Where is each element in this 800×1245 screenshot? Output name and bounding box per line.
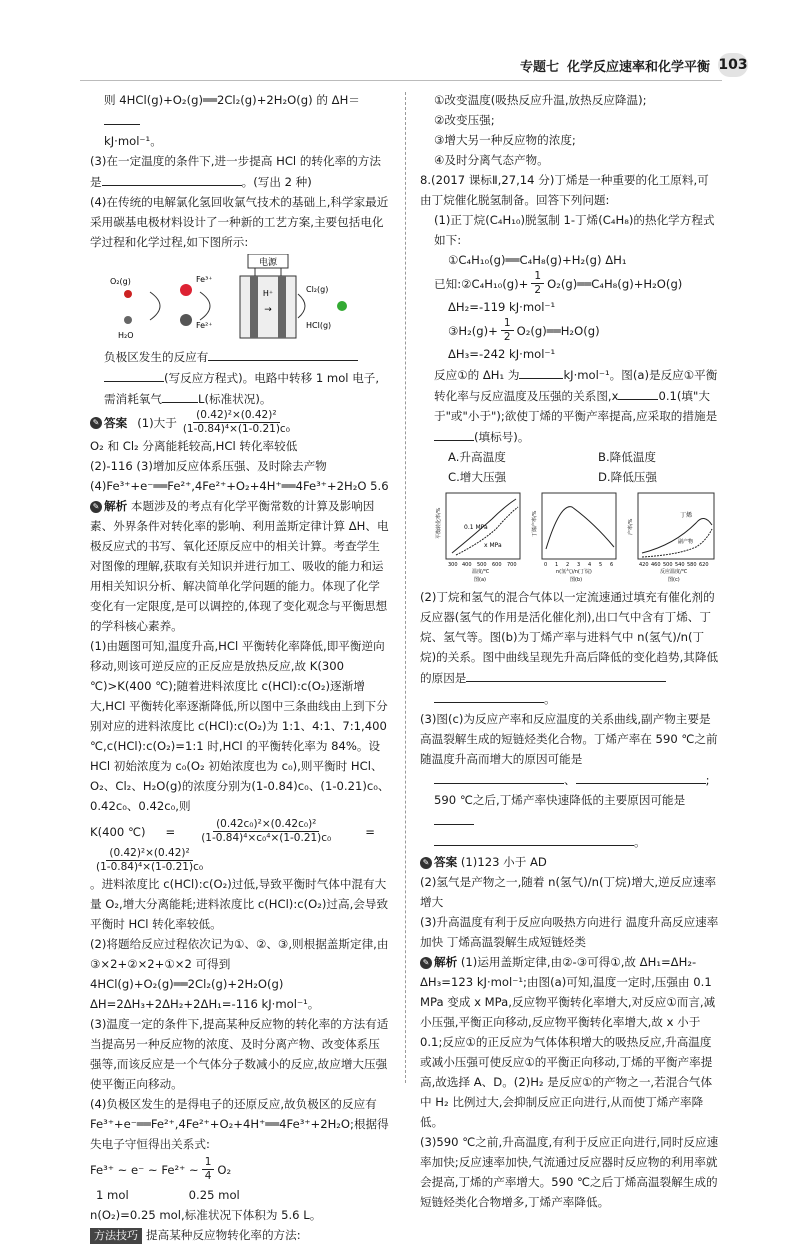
- chart-a: [435, 493, 520, 583]
- svg-text:540: 540: [675, 562, 685, 568]
- chart-a-xlabel: 温度/℃: [472, 569, 490, 575]
- svg-text:2: 2: [566, 562, 570, 568]
- svg-text:500: 500: [477, 562, 487, 568]
- analysis-icon: ✎: [90, 501, 102, 513]
- chart-c-xlabel: 反应温度/℃: [660, 569, 688, 575]
- fe2-label: Fe²⁺: [196, 321, 213, 330]
- chart-b-xlabel: n(氢气)/n(丁烷): [556, 569, 592, 575]
- question-8-3: (3)图(c)为反应产率和反应温度的关系曲线,副产物主要是高温裂解生成的短链烃类化合物。丁烯产率在 590 ℃之前随温度升高而增大的原因可能是: [420, 712, 718, 766]
- chart-c-legend-1: 丁烯: [680, 512, 693, 519]
- answer-tag: ✎ 答案: [90, 413, 127, 433]
- svg-text:→: →: [264, 305, 272, 315]
- answer-line: (3)升高温度有利于反应向吸热方向进行 温度升高反应速率加快 丁烯高温裂解生成短链烃类: [420, 915, 719, 949]
- chart-b-ylabel: 丁烯产率/%: [532, 510, 538, 537]
- svg-text:500: 500: [663, 562, 673, 568]
- answer-line: (2)-116 (3)增加反应体系压强、及时除去产物: [90, 459, 327, 473]
- analysis-para: ✎ 解析 (1)运用盖斯定律,由②-③可得①,故 ΔH₁=ΔH₂-ΔH₃=123 kJ·mol⁻¹;由图(a)可知,温度一定时,压强由 0.1 MPa 变成 x MPa,反应物平衡转化率增大,对反应①而言,减小压强,平衡正向移动,反应物平衡转化率增大,故 x 小于 0.1;反应①的正反应为气体体积增大的吸热反应,升高温度或减小压强可使反应①的平衡正向移动,丁烯的平衡产率提高,故选择 A、D。(2)H₂ 是反应①的产物之一,若混合气体中 H₂ 比例过大,会抑制反应正向进行,从而使丁烯产率降低。: [420, 955, 716, 1129]
- svg-text:460: 460: [651, 562, 661, 568]
- equation-1: ①C₄H₁₀(g)══C₄H₈(g)+H₂(g) ΔH₁: [448, 253, 627, 267]
- chart-b: [531, 493, 616, 583]
- skill-tag: 方法技巧: [90, 1228, 142, 1244]
- svg-text:4: 4: [588, 562, 592, 568]
- question-8-2: (2)丁烷和氢气的混合气体以一定流速通过填充有催化剂的反应器(氢气的作用是活化催化剂),出口气中含有丁烯、丁烷、氢气等。图(b)为丁烯产率与进料气中 n(氢气)/n(丁烷)的关系。图中曲线呈现先升高后降低的变化趋势,其降低的原因是: [420, 590, 719, 685]
- question-4: (4)在传统的电解氯化氢回收氯气技术的基础上,科学家最近采用碳基电极材料设计了一种新的工艺方案,主要包括电化学过程和化学过程,如下图所示:: [90, 195, 389, 249]
- h2o-label: H₂O: [118, 331, 134, 340]
- power-label: 电源: [258, 258, 278, 268]
- dh3-line: ΔH₃=-242 kJ·mol⁻¹: [448, 347, 556, 361]
- answer-fraction: $\frac{\text{(0.42)²×(0.42)²}}{\text{(1-0.84)⁴×(1-0.21)c₀}}$: [182, 409, 290, 435]
- left-column: [90, 90, 390, 1245]
- analysis-para: n(O₂)=0.25 mol,标准状况下体积为 5.6 L。: [90, 1208, 322, 1222]
- chart-a-caption: 图(a): [474, 577, 486, 583]
- answer-line: ✎ 答案 (1)123 小于 AD: [420, 852, 720, 872]
- chart-b-caption: 图(b): [570, 577, 583, 583]
- answer-line-1: ✎ 答案 (1)大于 $\frac{\text{(0.42)²×(0.42)²}}{\text{(1-0.84)⁴×(1-0.21)c₀}}$: [90, 409, 390, 436]
- method-item: ②改变压强;: [434, 113, 495, 127]
- method-item: ③增大另一种反应物的浓度;: [434, 133, 576, 147]
- answer-icon: ✎: [420, 857, 432, 869]
- svg-text:420: 420: [639, 562, 649, 568]
- question-8-3-c: 。: [420, 831, 720, 852]
- o2-label: O₂(g): [110, 277, 131, 286]
- svg-text:3: 3: [577, 562, 581, 568]
- hcl-label: HCl(g): [306, 321, 332, 330]
- method-item: ①改变温度(吸热反应升温,放热反应降温);: [434, 93, 647, 107]
- svg-text:600: 600: [492, 562, 502, 568]
- electrolysis-figure: [90, 254, 390, 344]
- charts-svg: [434, 489, 720, 585]
- analysis-para: (3)温度一定的条件下,提高某种反应物的转化率的方法有适当提高另一种反应物的浓度、及时分离产物、改变体系压强等,而该反应是一个气体分子数减小的反应,故应增大压强使平衡正向移动。: [90, 1017, 389, 1091]
- answer-line: (4)Fe³⁺+e⁻══Fe²⁺,4Fe²⁺+O₂+4H⁺══4Fe³⁺+2H₂O 5.6: [90, 479, 389, 493]
- chart-c-ylabel: 产率/%: [628, 518, 634, 535]
- analysis-para: (1)由题图可知,温度升高,HCl 平衡转化率降低,即平衡逆向移动,则该可逆反应的正反应是放热反应,故 K(300 ℃)>K(400 ℃);随着进料浓度比 c(HCl):c(O₂)逐渐增大,HCl 平衡转化率逐渐降低,所以图中三条曲线由上到下分别对应的进料浓度比 c(HCl):c(O₂)为 1:1、4:1、7:1,400 ℃,c(HCl):c(O₂)=1:1 时,HCl 的平衡转化率为 84%。设 HCl 初始浓度为 c₀(O₂ 初始浓度也为 c₀),则平衡时 HCl、O₂、Cl₂、H₂O(g)的浓度分别为(1-0.84)c₀、(1-0.21)c₀、0.42c₀、0.42c₀,则: [90, 639, 390, 813]
- options-grid: [420, 447, 720, 487]
- analysis-tag: ✎ 解析: [90, 499, 127, 513]
- question-3: (3)在一定温度的条件下,进一步提高 HCl 的转化率的方法是 。(写出 2 种): [90, 154, 381, 189]
- k-formula-2: [90, 847, 390, 874]
- question-text: 反应①的 ΔH₁ 为 kJ·mol⁻¹。图(a)是反应①平衡转化率与反应温度及压强的关系图,x 0.1(填"大于"或"小于");欲使丁烯的平衡产率提高,应采取的措施是(填标号)。: [420, 364, 720, 447]
- chart-c: [627, 493, 714, 583]
- charts-figure: [434, 489, 720, 585]
- analysis-para: (4)负极区发生的是得电子的还原反应,故负极区的反应有 Fe³⁺+e⁻══Fe²⁺,4Fe²⁺+O₂+4H⁺══4Fe³⁺+2H₂O;根据得失电子守恒得出关系式:: [90, 1097, 389, 1151]
- chart-c-caption: 图(c): [668, 577, 680, 583]
- section-label: 专题七: [519, 59, 559, 75]
- svg-text:300: 300: [448, 562, 458, 568]
- analysis-icon: ✎: [420, 957, 432, 969]
- hplus-label: H⁺: [262, 289, 274, 298]
- chart-a-legend-2: x MPa: [484, 542, 502, 549]
- option-c: C.增大压强: [448, 470, 507, 484]
- analysis-para: 。进料浓度比 c(HCl):c(O₂)过低,导致平衡时气体中混有大量 O₂,增大分离能耗;进料浓度比 c(HCl):c(O₂)过高,会导致平衡时 HCl 转化率较低。: [90, 877, 389, 931]
- analysis-para: (3)590 ℃之前,升高温度,有利于反应正向进行,同时反应速率加快;反应速率加快,气流通过反应器时反应物的利用率就会提高,丁烯的产率增大。590 ℃之后丁烯高温裂解生成的短链烃类化合物增多,丁烯产率降低。: [420, 1135, 719, 1209]
- question-8-3-b: 590 ℃之后,丁烯产率快速降低的主要原因可能是: [420, 790, 720, 831]
- question-8-1: (1)正丁烷(C₄H₁₀)脱氢制 1-丁烯(C₄H₈)的热化学方程式如下:: [434, 213, 715, 247]
- header-rule: [80, 80, 722, 81]
- text-line: (写反应方程式)。电路中转移 1 mol 电子,需消耗氧气 L(标准状况)。: [90, 367, 390, 409]
- chart-c-legend-2: 副产物: [678, 539, 694, 545]
- dh2-line: ΔH₂=-119 kJ·mol⁻¹: [448, 300, 556, 314]
- method-item: ④及时分离气态产物。: [434, 153, 549, 167]
- text-line: kJ·mol⁻¹。: [104, 134, 162, 148]
- relation-amounts: 1 mol 0.25 mol: [96, 1188, 240, 1202]
- text-line: 则 4HCl(g)+O₂(g)══2Cl₂(g)+2H₂O(g) 的 ΔH＝: [90, 90, 390, 131]
- svg-text:400: 400: [462, 562, 472, 568]
- analysis-para: ✎ 解析 本题涉及的考点有化学平衡常数的计算及影响因素、外界条件对转化率的影响、利用盖斯定律计算 ΔH、电极反应式的书写、氧化还原反应中的相关计算。考查学生对图像的理解,获取有关知识并进行加工、吸收的能力和运用相关知识分析、解决简单化学问题的能力。体现了化学变化有一定限度,是可以调控的,体现了变化观念与平衡思想的学科核心素养。: [90, 499, 389, 633]
- chart-a-legend-1: 0.1 MPa: [464, 524, 488, 531]
- page-number: 103: [718, 53, 748, 77]
- svg-text:580: 580: [687, 562, 697, 568]
- svg-text:0: 0: [544, 562, 548, 568]
- question-8: 8.(2017 课标Ⅱ,27,14 分)丁烯是一种重要的化工原料,可由丁烷催化脱氢制备。回答下列问题:: [420, 173, 709, 207]
- svg-text:1: 1: [555, 562, 559, 568]
- svg-text:620: 620: [699, 562, 709, 568]
- k-fraction: $\frac{\text{(0.42c₀)²×(0.42c₀)²}}{\text{(1-0.84)⁴×c₀⁴×(1-0.21)c₀}}$: [201, 818, 332, 844]
- column-divider: [405, 92, 406, 1083]
- page-header: [0, 52, 800, 78]
- electrolysis-diagram: [90, 254, 390, 344]
- answer-line: O₂ 和 Cl₂ 分离能耗较高,HCl 转化率较低: [90, 439, 298, 453]
- half-fraction: $\frac{1}{2}$: [501, 317, 514, 344]
- question-8-3-blanks: 、 ;: [420, 769, 720, 790]
- text-line: 负极区发生的反应有: [90, 346, 390, 367]
- analysis-para: (2)将题给反应过程依次记为①、②、③,则根据盖斯定律,由③×2+②×2+①×2 可得到 4HCl(g)+O₂(g)══2Cl₂(g)+2H₂O(g) ΔH=2ΔH₃+2ΔH₂+2ΔH₁=-116 kJ·mol⁻¹。: [90, 937, 389, 1011]
- quarter-fraction: $\frac{1}{4}$: [202, 1156, 215, 1183]
- svg-text:5: 5: [599, 562, 603, 568]
- option-a: A.升高温度: [448, 450, 506, 464]
- chapter-title: 化学反应速率和化学平衡: [566, 59, 710, 75]
- k2-fraction: $\frac{\text{(0.42)²×(0.42)²}}{\text{(1-0.84)⁴×(1-0.21)c₀}}$: [96, 847, 204, 873]
- option-d: D.降低压强: [598, 470, 657, 484]
- equation-3: ③H₂(g)+ $\frac{1}{2}$ O₂(g)══H₂O(g): [448, 317, 600, 343]
- equation-2: 已知: ②C₄H₁₀(g)+ $\frac{1}{2}$ O₂(g)══C₄H₈(g)+H₂O(g): [434, 270, 683, 296]
- relation-line: Fe³⁺ ~ e⁻ ~ Fe²⁺ ~ $\frac{1}{4}$ O₂: [90, 1156, 232, 1182]
- analysis-tag: ✎ 解析: [420, 955, 457, 969]
- fe3-label: Fe³⁺: [196, 275, 213, 284]
- answer-icon: ✎: [90, 417, 102, 429]
- cl2-label: Cl₂(g): [306, 285, 329, 294]
- k-formula: K(400 ℃) = $\frac{\text{(0.42c₀)²×(0.42c₀)²}}{\text{(1-0.84)⁴×c₀⁴×(1-0.21)c₀}}$ =: [90, 818, 375, 844]
- chart-a-ylabel: 平衡转化率/%: [436, 507, 442, 539]
- question-8-2-end: 。: [420, 688, 720, 709]
- option-b: B.降低温度: [598, 450, 657, 464]
- svg-text:6: 6: [610, 562, 614, 568]
- skill-line: 方法技巧 提高某种反应物转化率的方法:: [90, 1225, 390, 1245]
- answer-tag: ✎ 答案: [420, 855, 457, 869]
- right-column: [420, 90, 720, 1212]
- answer-line: (2)氢气是产物之一,随着 n(氢气)/n(丁烷)增大,逆反应速率增大: [420, 875, 717, 909]
- svg-text:700: 700: [507, 562, 517, 568]
- half-fraction: $\frac{1}{2}$: [531, 270, 544, 297]
